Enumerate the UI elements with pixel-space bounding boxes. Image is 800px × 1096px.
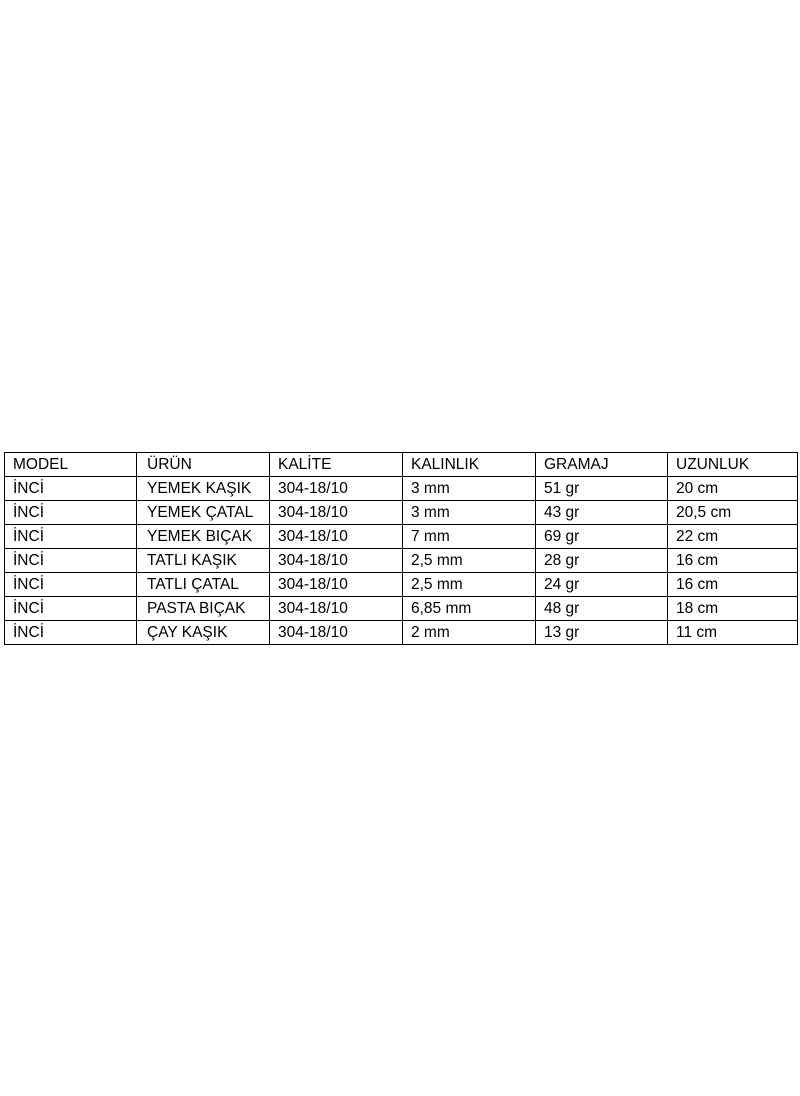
table-header-row xyxy=(5,453,798,477)
cell-weight: 69 gr xyxy=(536,525,668,549)
cell-thickness: 2 mm xyxy=(403,621,536,645)
product-spec-table xyxy=(4,452,798,645)
header-model: MODEL xyxy=(5,453,137,477)
cell-product: YEMEK ÇATAL xyxy=(137,501,270,525)
cell-weight: 43 gr xyxy=(536,501,668,525)
cell-weight: 51 gr xyxy=(536,477,668,501)
cell-quality: 304-18/10 xyxy=(270,597,403,621)
cell-length: 20,5 cm xyxy=(668,501,798,525)
cell-model: İNCİ xyxy=(5,573,137,597)
cell-model: İNCİ xyxy=(5,549,137,573)
cell-quality: 304-18/10 xyxy=(270,477,403,501)
cell-length: 11 cm xyxy=(668,621,798,645)
table-row xyxy=(5,573,798,597)
cell-model: İNCİ xyxy=(5,621,137,645)
table-row xyxy=(5,549,798,573)
table-row xyxy=(5,477,798,501)
cell-weight: 13 gr xyxy=(536,621,668,645)
cell-quality: 304-18/10 xyxy=(270,501,403,525)
cell-weight: 48 gr xyxy=(536,597,668,621)
cell-product: YEMEK BIÇAK xyxy=(137,525,270,549)
header-quality: KALİTE xyxy=(270,453,403,477)
cell-product: TATLI KAŞIK xyxy=(137,549,270,573)
cell-model: İNCİ xyxy=(5,501,137,525)
cell-thickness: 6,85 mm xyxy=(403,597,536,621)
header-product: ÜRÜN xyxy=(137,453,270,477)
cell-weight: 24 gr xyxy=(536,573,668,597)
cell-model: İNCİ xyxy=(5,525,137,549)
cell-quality: 304-18/10 xyxy=(270,621,403,645)
cell-length: 16 cm xyxy=(668,549,798,573)
cell-thickness: 3 mm xyxy=(403,501,536,525)
cell-thickness: 7 mm xyxy=(403,525,536,549)
cell-quality: 304-18/10 xyxy=(270,549,403,573)
cell-quality: 304-18/10 xyxy=(270,573,403,597)
cell-quality: 304-18/10 xyxy=(270,525,403,549)
cell-thickness: 2,5 mm xyxy=(403,573,536,597)
table-row xyxy=(5,525,798,549)
cell-length: 16 cm xyxy=(668,573,798,597)
cell-product: TATLI ÇATAL xyxy=(137,573,270,597)
cell-thickness: 3 mm xyxy=(403,477,536,501)
table-row xyxy=(5,501,798,525)
cell-product: PASTA BIÇAK xyxy=(137,597,270,621)
table-row xyxy=(5,621,798,645)
cell-model: İNCİ xyxy=(5,597,137,621)
header-thickness: KALINLIK xyxy=(403,453,536,477)
cell-length: 20 cm xyxy=(668,477,798,501)
cell-thickness: 2,5 mm xyxy=(403,549,536,573)
cell-length: 22 cm xyxy=(668,525,798,549)
header-weight: GRAMAJ xyxy=(536,453,668,477)
cell-product: YEMEK KAŞIK xyxy=(137,477,270,501)
table-row xyxy=(5,597,798,621)
cell-weight: 28 gr xyxy=(536,549,668,573)
cell-product: ÇAY KAŞIK xyxy=(137,621,270,645)
header-length: UZUNLUK xyxy=(668,453,798,477)
cell-length: 18 cm xyxy=(668,597,798,621)
cell-model: İNCİ xyxy=(5,477,137,501)
